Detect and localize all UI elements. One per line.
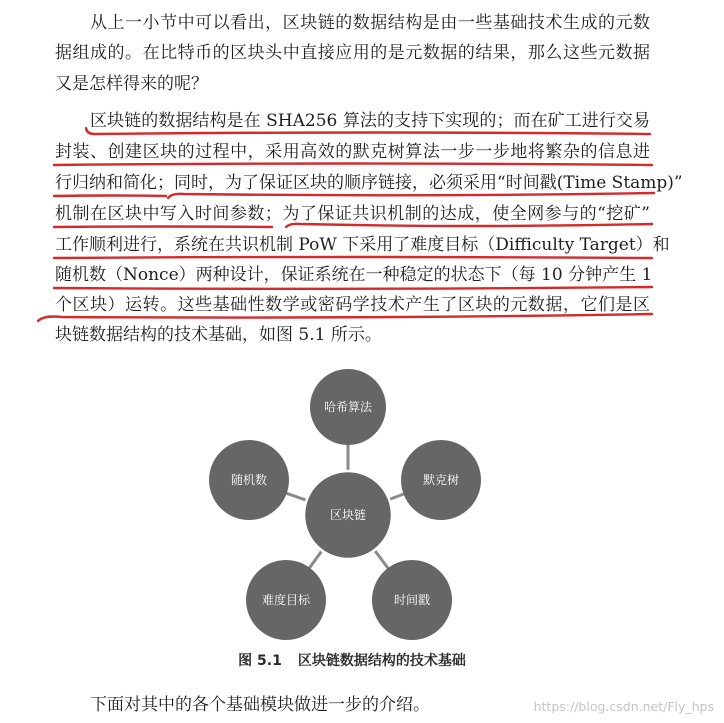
body-line: 行归纳和简化；同时，为了保证区块的顺序链接，必须采用“时间戳(Time Stamp)” [55,173,683,193]
red-underline [168,193,654,198]
red-underline [54,164,652,166]
body-line: 工作顺利进行，系统在共识机制 PoW 下采用了难度目标（Difficulty Target）和 [55,235,670,255]
red-underline [286,224,652,227]
tech-foundation-diagram [0,355,724,645]
body-line: 随机数（Nonce）两种设计，保证系统在一种稳定的状态下（每 10 分钟产生 1 [55,265,653,285]
intro-line: 又是怎样得来的呢？ [55,74,208,94]
node-timestamp [372,560,452,640]
figure-caption-title: 区块链数据结构的技术基础 [297,653,466,669]
body-line: 块链数据结构的技术基础，如图 5.1 所示。 [55,325,382,345]
red-underline [54,287,652,289]
red-underline [54,257,652,258]
watermark: https://blog.csdn.net/Fly_hps [533,699,714,714]
node-center-label: 区块链 [329,508,367,522]
node-hash-label: 哈希算法 [323,400,373,414]
node-center [304,471,392,559]
body-line: 个区块）运转。这些基础性数学或密码学技术产生了区块的元数据，它们是区 [55,295,650,315]
red-underline [54,196,166,197]
node-difficulty-label: 难度目标 [261,593,311,607]
red-underline-annotations [0,0,724,350]
intro-line: 据组成的。在比特币的区块头中直接应用的是元数据的结果，那么这些元数据 [55,43,650,63]
body-line: 封装、创建区块的过程中，采用高效的默克树算法一步一步地将繁杂的信息进 [55,142,650,162]
node-nonce-label: 随机数 [230,473,268,487]
red-underline [38,314,652,321]
red-underline [54,227,272,228]
figure-caption [0,650,704,672]
body-line: 区块链的数据结构是在 SHA256 算法的支持下实现的；而在矿工进行交易 [90,111,650,131]
figure-caption-number: 图 5.1 [238,653,282,669]
closing-sentence: 下面对其中的各个基础模块做进一步的介绍。 [90,695,430,715]
node-timestamp-label: 时间戳 [393,593,431,607]
node-merkle-label: 默克树 [422,473,460,487]
intro-line: 从上一小节中可以看出，区块链的数据结构是由一些基础技术生成的元数 [90,13,650,33]
node-hash [310,369,386,445]
red-underline [86,128,650,134]
body-line: 机制在区块中写入时间参数；为了保证共识机制的达成，使全网参与的“挖矿” [55,204,650,224]
node-merkle [401,440,481,520]
node-nonce [209,440,289,520]
node-difficulty [246,560,326,640]
